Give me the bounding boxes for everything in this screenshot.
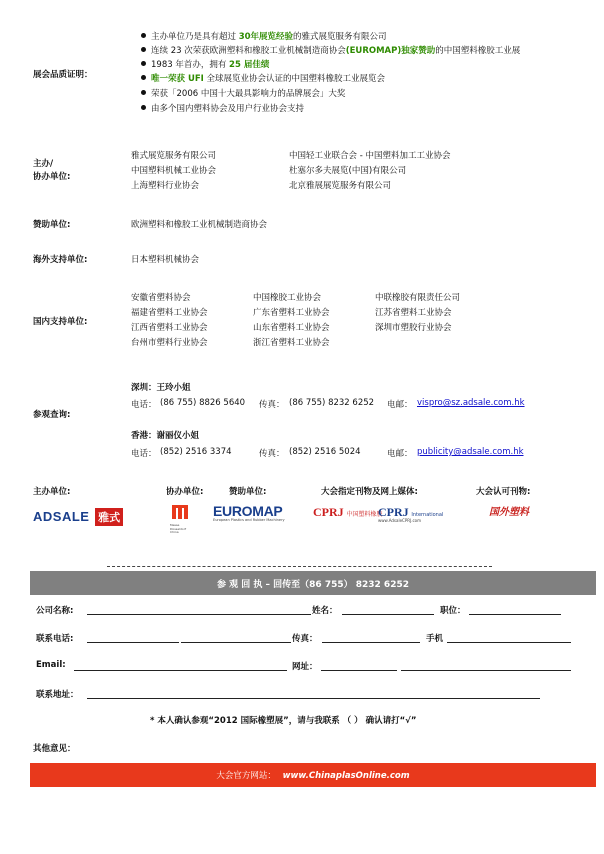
quality-highlight: 30年展览经验: [238, 32, 294, 42]
approved-publication-logo: [489, 503, 533, 525]
organizers-label-line1: 主办/: [33, 159, 54, 169]
quality-item: [151, 44, 520, 56]
domestic-supporter: 江西省塑料工业协会: [131, 323, 208, 333]
messe-logo-text: Messe Düsseldorf China: [170, 523, 187, 534]
messe-logo: [170, 503, 194, 533]
organizer-left-1: 雅式展览服务有限公司: [131, 151, 217, 161]
adsale-logo-text: ADSALE: [33, 509, 90, 524]
quality-text: 的雅式展览服务有限公司: [293, 32, 387, 42]
organizer-right-3: 北京雅展展览服务有限公司: [289, 181, 392, 191]
cprj-china-logo-text: CPRJ: [313, 505, 344, 519]
overseas-label: 海外支持单位:: [33, 255, 88, 265]
organizers-label-line2: 协办单位:: [33, 172, 71, 182]
mobile-input[interactable]: [447, 642, 571, 643]
logos-sponsor-label: 赞助单位:: [229, 487, 267, 497]
adsale-logo-cn: 雅式: [95, 508, 123, 526]
position-input[interactable]: [469, 614, 561, 615]
quality-text: 连续 23 次荣获欧洲塑料和橡胶工业机械制造商协会: [151, 46, 346, 56]
quality-text: 主办单位乃是具有超过: [151, 32, 239, 42]
domestic-supporter: 江苏省塑料工业协会: [375, 308, 452, 318]
quality-highlight: 25 届佳绩: [229, 60, 270, 70]
inquiry-label: 参观查询:: [33, 410, 71, 420]
hongkong-fax: (852) 2516 5024: [289, 447, 361, 457]
website-input-extra[interactable]: [401, 670, 571, 671]
logos-approved-label: 大会认可刊物:: [476, 487, 531, 497]
other-comments-label: 其他意见：: [33, 744, 76, 754]
footer-url-link[interactable]: www.ChinaplasOnline.com: [282, 771, 410, 781]
cprj-international-logo-text: CPRJ: [378, 505, 409, 519]
bullet-icon: [141, 75, 146, 80]
bullet-icon: [141, 47, 146, 52]
overseas-value: 日本塑料机械协会: [131, 255, 200, 265]
quality-text: 1983 年首办，拥有: [151, 60, 230, 70]
company-label: 公司名称:: [36, 606, 74, 616]
sponsor-label: 赞助单位:: [33, 220, 71, 230]
domestic-supporter: 浙江省塑料工业协会: [253, 338, 330, 348]
bullet-icon: [141, 61, 146, 66]
organizer-right-1: 中国轻工业联合会 - 中国塑料加工工业协会: [289, 151, 451, 161]
address-input[interactable]: [87, 698, 540, 699]
domestic-supporter: 中国橡胶工业协会: [253, 293, 322, 303]
quality-highlight: 唯一荣获 UFI: [151, 74, 204, 84]
domestic-supporter: 广东省塑料工业协会: [253, 308, 330, 318]
quality-item: [151, 102, 304, 114]
approved-publication-logo-text: 国外塑料: [489, 507, 529, 518]
footer-text: [30, 769, 596, 781]
position-label: 职位：: [440, 606, 466, 616]
messe-logo-icon: [170, 503, 194, 521]
reply-title: 参 观 回 执 – 回传至（86 755） 8232 6252: [217, 580, 409, 590]
phone-input-extra[interactable]: [181, 642, 291, 643]
quality-item: [151, 58, 269, 70]
quality-text: 的中国塑料橡胶工业展: [435, 46, 521, 56]
name-label: 姓名：: [312, 606, 338, 616]
shenzhen-tel: (86 755) 8826 5640: [160, 398, 246, 408]
cprj-international-logo-sub: International: [411, 512, 444, 518]
address-label: 联系地址：: [36, 690, 79, 700]
euromap-logo: [213, 503, 291, 527]
fax-input[interactable]: [322, 642, 420, 643]
domestic-label: 国内支持单位:: [33, 317, 88, 327]
website-label: 网址：: [292, 662, 318, 672]
shenzhen-fax: (86 755) 8232 6252: [289, 398, 375, 408]
company-input[interactable]: [87, 614, 311, 615]
hongkong-email-label: 电邮：: [387, 449, 413, 459]
organizer-left-3: 上海塑料行业协会: [131, 181, 200, 191]
euromap-logo-sub: European Plastics and Rubber Machinery: [213, 518, 285, 522]
hongkong-contact-title: 香港：谢丽仪小姐: [131, 431, 200, 441]
domestic-supporter: 福建省塑料工业协会: [131, 308, 208, 318]
quality-text: 全球展览业协会认证的中国塑料橡胶工业展览会: [203, 74, 386, 84]
hongkong-fax-label: 传真：: [259, 449, 285, 459]
hongkong-email-link[interactable]: publicity@adsale.com.hk: [417, 447, 524, 457]
shenzhen-fax-label: 传真：: [259, 400, 285, 410]
phone-input[interactable]: [87, 642, 179, 643]
logos-host-label: 主办单位:: [33, 487, 71, 497]
mobile-label: 手机: [426, 634, 444, 644]
bullet-icon: [141, 90, 146, 95]
bullet-icon: [141, 105, 146, 110]
name-input[interactable]: [342, 614, 434, 615]
domestic-supporter: 深圳市塑胶行业协会: [375, 323, 452, 333]
website-input[interactable]: [321, 670, 397, 671]
adsale-logo: [33, 508, 141, 528]
domestic-supporter: 台州市塑料行业协会: [131, 338, 208, 348]
quality-item: [151, 30, 387, 42]
logos-co-label: 协办单位:: [166, 487, 204, 497]
quality-highlight: (EUROMAP)独家赞助: [345, 46, 436, 56]
bullet-icon: [141, 33, 146, 38]
confirm-statement: * 本人确认参观“2012 国际橡塑展”，请与我联系 （ ） 确认请打“√”: [150, 716, 417, 726]
cprj-international-logo-url: www.AdsaleCPRJ.com: [378, 518, 422, 523]
cprj-china-logo-cn: 中国塑料橡胶: [346, 511, 383, 518]
quality-item: [151, 87, 345, 99]
fax-label: 传真：: [292, 634, 318, 644]
sponsor-value: 欧洲塑料和橡胶工业机械制造商协会: [131, 220, 268, 230]
organizer-right-2: 杜塞尔多夫展览(中国)有限公司: [289, 166, 407, 176]
organizer-left-2: 中国塑料机械工业协会: [131, 166, 217, 176]
euromap-logo-text: EUROMAP: [213, 503, 283, 519]
email-label: Email:: [36, 660, 66, 670]
cprj-china-logo: [313, 505, 383, 527]
hongkong-tel-label: 电话：: [131, 449, 157, 459]
domestic-supporter: 中联橡胶有限责任公司: [375, 293, 461, 303]
domestic-supporter: 山东省塑料工业协会: [253, 323, 330, 333]
shenzhen-email-label: 电邮：: [387, 400, 413, 410]
phone-label: 联系电话:: [36, 634, 74, 644]
domestic-supporter: 安徽省塑料协会: [131, 293, 191, 303]
cprj-international-logo: [378, 505, 450, 527]
shenzhen-email-link[interactable]: vispro@sz.adsale.com.hk: [417, 398, 525, 408]
quality-item: [151, 72, 385, 84]
quality-label: 展会品质证明：: [33, 70, 93, 80]
shenzhen-contact-title: 深圳：王玲小姐: [131, 383, 191, 393]
shenzhen-tel-label: 电话：: [131, 400, 157, 410]
section-divider: [107, 566, 492, 567]
quality-text: 由多个国内塑料协会及用户行业协会支持: [151, 104, 305, 114]
quality-text: 荣获「2006 中国十大最具影响力的品牌展会」大奖: [151, 89, 346, 99]
email-input[interactable]: [74, 670, 287, 671]
logos-media-label: 大会指定刊物及网上媒体:: [321, 487, 418, 497]
footer-label: 大会官方网站：: [216, 771, 276, 781]
hongkong-tel: (852) 2516 3374: [160, 447, 232, 457]
